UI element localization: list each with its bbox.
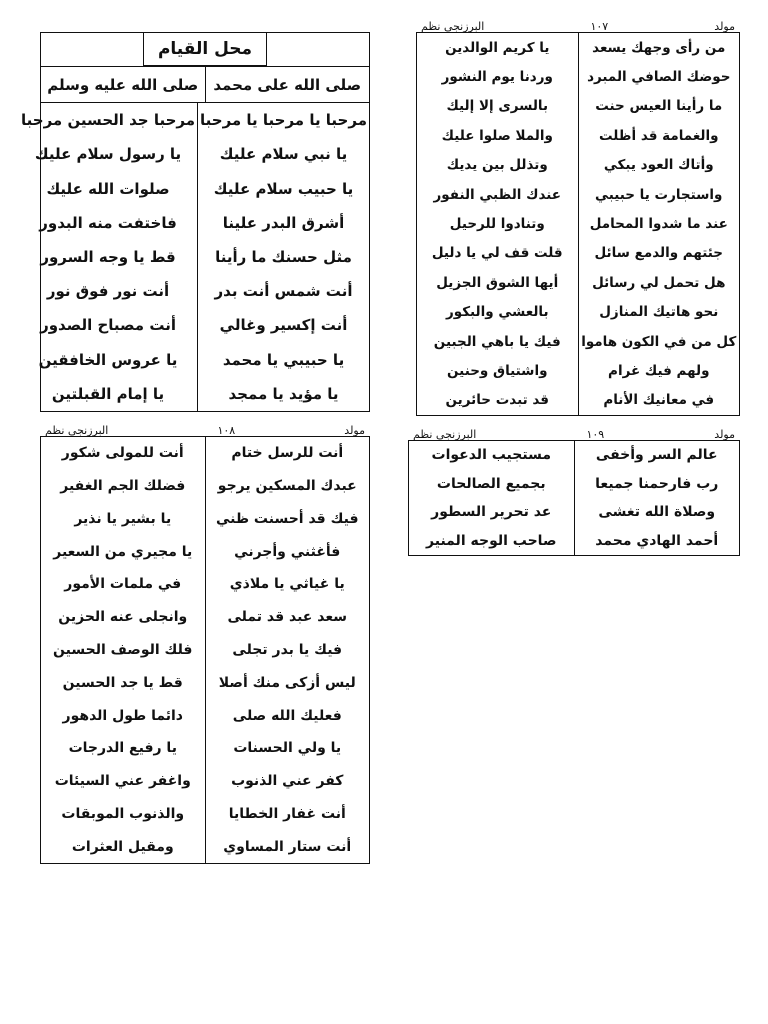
verse-column-left: [19, 103, 197, 411]
page-108: [40, 424, 370, 864]
page-106: [21, 32, 370, 412]
verse-line: والذنوب الموبقات: [61, 805, 185, 822]
verse-line: يا مجيري من السعير: [53, 543, 193, 560]
verse-line: عبدك المسكين يرجو: [217, 478, 357, 495]
verse-line: عد تحرير السطور: [431, 504, 552, 521]
verse-line: وأتاك العود يبكي: [603, 157, 714, 174]
verse-column-right: [574, 441, 740, 555]
verse-line: عالم السر وأخفى: [595, 447, 718, 464]
page-number: ١٠٧: [590, 20, 609, 33]
verse-column-left: [41, 437, 205, 863]
verse-line: أنت نور فوق نور: [46, 282, 170, 301]
verse-line: حوضك الصافي المبرد: [587, 69, 731, 86]
verse-line: وصلاة الله تغشى: [598, 504, 716, 521]
verse-line: وتنادوا للرحيل: [449, 216, 545, 233]
verse-line: بالسرى إلا إليك: [446, 98, 549, 115]
header-author: البرزنجي نظم: [45, 424, 109, 437]
verse-line: واستجارت يا حبيبي: [595, 186, 723, 203]
verse-line: بالعشي والبكور: [445, 304, 549, 321]
verse-line: جئتهم والدمع سائل: [594, 245, 724, 262]
refrain-right: صلى الله على محمد: [205, 67, 370, 102]
page-109: [408, 428, 740, 556]
verse-line: رب فارحمنا جميعا: [595, 475, 719, 492]
verse-line: فاختفت منه البدور: [39, 213, 177, 232]
verse-line: والملا صلوا عليك: [441, 127, 553, 144]
verse-line: أنت للرسل ختام: [231, 445, 344, 462]
verse-line: مستجيب الدعوات: [431, 447, 551, 464]
verse-line: بجميع الصالحات: [436, 475, 546, 492]
verse-line: مرحبا يا مرحبا يا مرحبا: [200, 111, 367, 130]
verse-line: أنت غفار الخطايا: [228, 805, 346, 822]
verse-line: يا مؤيد يا ممجد: [228, 384, 339, 403]
header-author: البرزنجي نظم: [413, 428, 477, 441]
verse-line: فأغثني وأجرني: [234, 543, 341, 560]
page-107: [416, 20, 740, 416]
verse-line: يا حبيب سلام عليك: [213, 179, 354, 198]
verse-line: يا عروس الخافقين: [38, 350, 178, 369]
verse-line: أنت مصباح الصدور: [40, 316, 176, 335]
verse-line: فضلك الجم الغفير: [60, 478, 186, 495]
verse-line: هل تحمل لي رسائل: [592, 274, 726, 291]
verse-line: يا رسول سلام عليك: [34, 145, 182, 164]
verse-line: أشرق البدر علينا: [222, 213, 345, 232]
header-book: مولد: [714, 428, 735, 441]
verse-line: يا غياثي يا ملاذي: [229, 576, 345, 593]
verse-line: أنت للمولى شكور: [61, 445, 184, 462]
verse-line: دائما طول الدهور: [62, 707, 183, 724]
page-header: [41, 423, 369, 437]
header-author: البرزنجي نظم: [421, 20, 485, 33]
page-number: ١٠٨: [217, 424, 236, 437]
verse-line: في معانيك الأنام: [603, 392, 715, 409]
header-book: مولد: [714, 20, 735, 33]
verse-line: كل من في الكون هاموا: [581, 333, 737, 350]
verse-line: أحمد الهادي محمد: [595, 532, 719, 549]
verse-line: قد تبدت حائرين: [445, 392, 549, 409]
verse-line: ما رأينا العيس حنت: [595, 98, 723, 115]
refrain-left: صلى الله عليه وسلم: [47, 75, 199, 94]
page-title-box: [41, 33, 369, 67]
verse-column-right: [205, 437, 370, 863]
page-header: [409, 427, 739, 441]
verse-line: سعد عبد قد تملى: [227, 609, 348, 626]
verse-line: يا كريم الوالدين: [445, 39, 550, 56]
page-header: [417, 19, 739, 33]
verse-column-left: [409, 441, 574, 555]
verse-line: صلوات الله عليك: [46, 179, 170, 198]
refrain-row: [41, 67, 369, 103]
verse-line: قلت قف لي يا دليل: [431, 245, 563, 262]
verse-line: واغفر عني السيئات: [54, 773, 191, 790]
verse-line: قط يا وجه السرور: [40, 247, 176, 266]
verse-line: وتذلل بين يديك: [446, 157, 548, 174]
verse-line: يا ولي الحسنات: [233, 740, 342, 757]
verse-line: صاحب الوجه المنير: [426, 532, 557, 549]
verse-line: وردنا يوم النشور: [441, 69, 553, 86]
verse-line: فيك يا بدر تجلى: [232, 641, 343, 658]
verse-line: نحو هاتيك المنازل: [599, 304, 719, 321]
page-title: محل القيام: [143, 33, 267, 66]
verse-line: والغمامة قد أظلت: [598, 127, 719, 144]
verse-line: كفر عني الذنوب: [231, 773, 344, 790]
verse-line: أنت إكسير وغالي: [219, 316, 348, 335]
verse-line: من رأى وجهك يسعد: [592, 39, 726, 56]
verse-line: قط يا جد الحسين: [62, 674, 183, 691]
verse-line: وانجلى عنه الحزين: [58, 609, 188, 626]
verse-line: ومقيل العثرات: [71, 838, 174, 855]
verse-line: مثل حسنك ما رأينا: [215, 247, 352, 266]
verse-line: يا بشير يا نذير: [74, 510, 172, 527]
verse-line: ليس أزكى منك أصلا: [218, 674, 356, 691]
verse-line: عندك الظبي النفور: [433, 186, 561, 203]
verse-line: عند ما شدوا المحامل: [589, 216, 728, 233]
verse-line: يا حبيبي يا محمد: [222, 350, 345, 369]
verse-line: أنت ستار المساوي: [223, 838, 352, 855]
verse-line: مرحبا جد الحسين مرحبا: [21, 111, 196, 130]
verse-line: في ملمات الأمور: [64, 576, 182, 593]
verse-line: فلك الوصف الحسين: [53, 641, 193, 658]
verse-column-right: [578, 33, 740, 415]
verse-line: فعليك الله صلى: [232, 707, 342, 724]
verse-line: واشتياق وحنين: [447, 362, 548, 379]
verse-line: فيك قد أحسنت ظني: [215, 510, 359, 527]
verse-line: أنت شمس أنت بدر: [214, 282, 353, 301]
page-number: ١٠٩: [586, 428, 605, 441]
verse-line: أيها الشوق الجزيل: [436, 274, 559, 291]
verse-column-left: [417, 33, 578, 415]
header-book: مولد: [344, 424, 365, 437]
verse-line: فيك يا باهي الجبين: [433, 333, 561, 350]
verse-line: ولهم فيك غرام: [608, 362, 710, 379]
verse-line: يا إمام القبلتين: [51, 384, 165, 403]
verse-column-right: [197, 103, 369, 411]
verse-line: يا رفيع الدرجات: [68, 740, 177, 757]
verse-line: يا نبي سلام عليك: [219, 145, 348, 164]
